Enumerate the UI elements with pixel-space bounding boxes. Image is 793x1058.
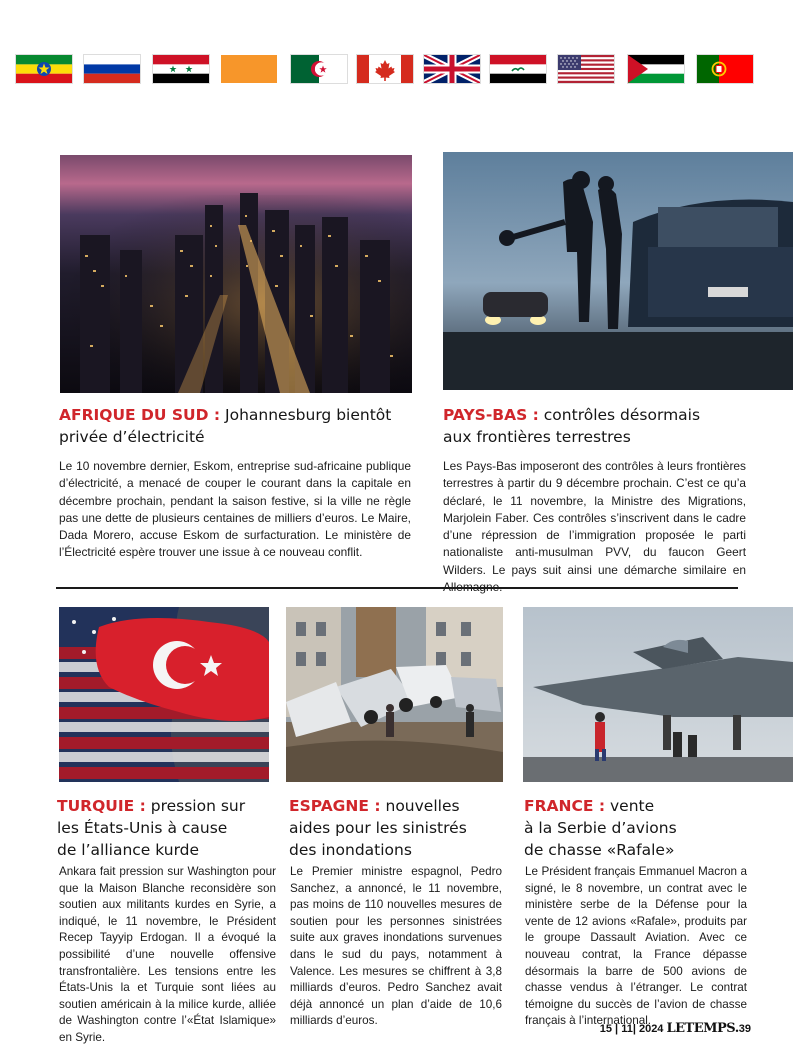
- orange-flag: [221, 55, 277, 83]
- netherlands-title-line1: contrôles désormais: [543, 406, 701, 424]
- spain-body: Le Premier ministre espagnol, Pedro Sanchez, a annoncé, le 11 novembre, pas moins de 110 nouvelles mesures de soutien pour les personnes sinistrées suite aux graves inondations survenues dans le sud du pays, notamment à Valence. Les mesures se chiffrent à 3,8 milliards d’euros. Pedro Sanchez avait déjà annoncé un plan d’aide de 10,6 milliards d’euros.: [290, 865, 502, 1028]
- border-control-photo: [443, 152, 793, 390]
- flag-row: [16, 55, 756, 85]
- syria-flag: [153, 55, 209, 83]
- footer-page-number: 39: [738, 1023, 751, 1035]
- south-africa-title-line2: privée d’électricité: [59, 428, 205, 446]
- france-title-line2: à la Serbie d’avions: [524, 819, 677, 837]
- spain-title-line3: des inondations: [289, 841, 412, 859]
- johannesburg-night-photo: [60, 155, 412, 393]
- france-body: Le Président français Emmanuel Macron a signé, le 8 novembre, un contrat avec le ministère serbe de la Défense pour la vente de 12 avions «Rafale», produits par le groupe Dassault Aviation. Avec ce nouveau contrat, la France dépasse désormais la barre de 500 avions de chasse vendus à l’étranger. Le contrat témoigne du succès de l’avion de chasse français à l’international.: [525, 865, 747, 1028]
- france-title-line3: de chasse «Rafale»: [524, 841, 675, 859]
- spain-country-label: ESPAGNE :: [289, 797, 381, 815]
- spain-flood-photo: [286, 607, 503, 782]
- section-divider: [56, 587, 738, 589]
- france-headline: [524, 795, 764, 861]
- spain-headline: [289, 795, 514, 861]
- netherlands-headline: [443, 404, 773, 448]
- footer-brand-logo: LETEMPS.: [666, 1021, 739, 1036]
- palestine-flag: [628, 55, 684, 83]
- algeria-flag: [291, 55, 347, 83]
- russia-flag: [84, 55, 140, 83]
- page-footer: [600, 1021, 751, 1036]
- turkey-body: Ankara fait pression sur Washington pour que la Maison Blanche reconsidère son soutien aux militants kurdes en Syrie, a indiqué, le 11 novembre, le Président Recep Tayyip Erdogan. Il a évoqué la possibilité d’une nouvelle offensive transfrontalière. Les tensions entre les États-Unis la et Turquie sont liées au soutien américain à la milice kurde, alliée de Washington contre l’«État Islamique» en Syrie.: [59, 865, 276, 1044]
- rafale-jet-photo: [523, 607, 793, 782]
- uk-flag: [424, 55, 480, 83]
- turkey-title-line1: pression sur: [150, 797, 246, 815]
- iraq-flag: [490, 55, 546, 83]
- netherlands-body: Les Pays-Bas imposeront des contrôles à leurs frontières terrestres à partir du 9 décembre prochain. C’est ce qu’a déclaré, le 11 novembre, la Ministre des Migrations, Marjolein Faber. Ces contrôles s’inscrivent dans le cadre d’une répression de l’immigration proposée le parti nationaliste anti-musulman PVV, du faucon Geert Wilders. Le pays suit ainsi une démarche similaire en: [443, 459, 746, 577]
- france-title-line1: vente: [610, 797, 655, 815]
- footer-date: 15 | 11| 2024: [599, 1023, 664, 1035]
- south-africa-title-line1: Johannesburg bientôt: [225, 406, 392, 424]
- portugal-flag: [697, 55, 753, 83]
- south-africa-body: Le 10 novembre dernier, Eskom, entreprise sud-africaine publique d’électricité, a menacé de couper le courant dans la capitale en décembre prochain, pendant la saison festive, si la ville ne règle pas une dette de plusieurs centaines de milliers d’euros. Le Maire, Dada Morero, accuse Eskom de surfacturation. Le ministère de l’Électricité espère trouver une issue à ce nouveau conflit.: [59, 459, 411, 560]
- turkey-usa-flags-photo: [59, 607, 269, 782]
- netherlands-title-line2: aux frontières terrestres: [443, 428, 631, 446]
- netherlands-country-label: PAYS-BAS :: [443, 406, 539, 424]
- ethiopia-flag: [16, 55, 72, 83]
- south-africa-country-label: AFRIQUE DU SUD :: [59, 406, 221, 424]
- turkey-country-label: TURQUIE :: [57, 797, 146, 815]
- turkey-title-line2: les États-Unis à cause: [57, 819, 228, 837]
- france-country-label: FRANCE :: [524, 797, 606, 815]
- turkey-title-line3: de l’alliance kurde: [57, 841, 200, 859]
- usa-flag: [558, 55, 614, 83]
- turkey-headline: [57, 795, 282, 861]
- spain-title-line2: aides pour les sinistrés: [289, 819, 467, 837]
- canada-flag: [357, 55, 413, 83]
- south-africa-headline: [59, 404, 419, 448]
- spain-title-line1: nouvelles: [385, 797, 460, 815]
